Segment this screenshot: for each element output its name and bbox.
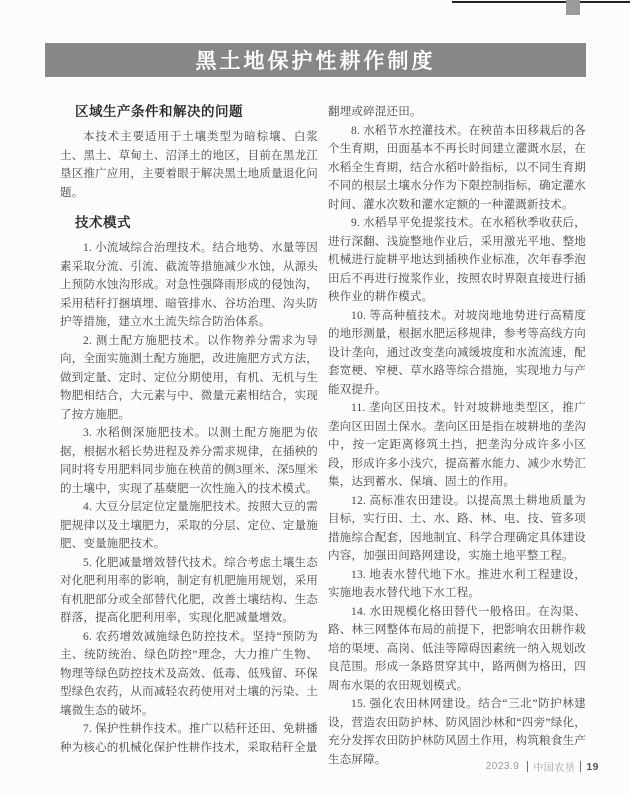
- tech-item-15: 15. 强化农田林网建设。结合“三北”防护林建设，营造农田防护林、防风固沙林和“四旁”绿化，充分发挥农田防护林防风固土作用，构筑粮食生产生态屏障。: [328, 698, 586, 766]
- article-title: 黑土地保护性耕作制度: [195, 50, 436, 73]
- tech-item-11: 11. 垄向区田技术。针对坡耕地类型区，推广垄向区田固土保水。垄向区田是指在坡耕地的垄沟中，按一定距离修筑土挡，把垄沟分成许多小区段，形成许多小浅穴，提高蓄水能力、减少水势汇集，达到蓄水、保墒、固土的作用。: [328, 402, 586, 488]
- top-edge-square: [566, 0, 580, 15]
- tech-item-10: 10. 等高种植技术。对坡岗地地势进行高精度的地形测量，根据水肥运移规律，参考等高线方向设计垄向，通过改变垄向减缓坡度和水流流速，配套宽梗、窄梗、草水路等综合措施，实现地力与产能双提升。: [328, 309, 586, 396]
- tech-item-7: 7. 保护性耕作技术。推广以秸秆还田、免耕播种为核心的机械化保护性耕作技术，采取秸秆全量: [60, 723, 318, 754]
- tech-item-9: 9. 水稻旱平免提浆技术。在水稻秋季收获后，进行深翻、浅旋整地作业后，采用激光平地、整地机械进行旋耕平地达到插秧作业标准，次年春季泡田后不再进行搅浆作业，按照农时界限直接进行插秧作业的耕作模式。: [328, 217, 586, 303]
- tech-item-6: 6. 农药增效减施绿色防控技术。坚持“预防为主、统防统治、绿色防控”理念，大力推广生物、物理等绿色防控技术及高效、低毒、低残留、环保型绿色农药，从而减轻农药使用对土壤的污染、土壤微生态的破坏。: [60, 630, 318, 717]
- footer-issue: 2023.9: [485, 761, 520, 772]
- tech-item-3: 3. 水稻侧深施肥技术。以测土配方施肥为依据，根据水稻长势进程及养分需求规律，在插秧的同时将专用肥料同步施在秧苗的侧3厘米、深5厘米的土壤中，实现了基蘖肥一次性施入的技术模式。: [60, 427, 318, 495]
- left-column: [60, 103, 318, 757]
- footer-page-number: 19: [586, 760, 599, 773]
- footer-divider-1: [527, 761, 528, 772]
- top-edge-rule: [452, 1, 630, 3]
- tech-item-5: 5. 化肥减量增效替代技术。综合考虑土壤生态对化肥利用率的影响，制定有机肥施用规划，采用有机肥部分或全部替代化肥，改善土壤结构、生态群落，提高化肥利用率，实现化肥减量增效。: [60, 556, 318, 624]
- tech-item-2: 2. 测土配方施肥技术。以作物养分需求为导向，全面实施测土配方施肥，改进施肥方式方法，做到定量、定时、定位分期使用，有机、无机与生物肥相结合，大元素与中、微量元素相结合，实现了按方施肥。: [60, 334, 318, 421]
- intro-paragraph: 本技术主要适用于土壤类型为暗棕壤、白浆土、黑土、草甸土、沼泽土的地区，目前在黑龙江垦区推广应用，主要着眼于解决黑土地质量退化问题。: [60, 131, 318, 199]
- tech-item-8: 8. 水稻节水控灌技术。在秧苗本田移栽后的各个生育期，田面基本不再长时间建立灌溉水层，在水稻全生育期，结合水稻叶龄指标，以不同生育期不同的根层土壤水分作为下限控制指标，确定灌水时间、灌水次数和灌水定额的一种灌溉新技术。: [328, 124, 586, 211]
- footer-journal-name: 中国农垦: [533, 763, 576, 774]
- tech-item-14: 14. 水田规模化格田替代一般格田。在沟渠、路、林三网整体布局的前提下，把影响农田耕作栽培的渠埂、高岗、低洼等障碍因素统一纳入规划改良范围。形成一条路贯穿其中，路两侧为格田，四周布水渠的农田规划模式。: [328, 605, 586, 692]
- tech-item-12: 12. 高标准农田建设。以提高黑土耕地质量为目标，实行田、土、水、路、林、电、技、管多项措施综合配套，因地制宜、科学合理确定具体建设内容，加强田间路网建设，实施土地平整工程。: [328, 494, 586, 562]
- footer-divider-2: [580, 761, 581, 772]
- section-heading-tech-modes: 技术模式: [75, 215, 131, 230]
- section-heading-region-conditions: 区域生产条件和解决的问题: [75, 104, 243, 119]
- tech-item-7-continuation: 翻埋或碎混还田。: [328, 106, 422, 118]
- right-column: [328, 103, 586, 769]
- tech-item-1: 1. 小流域综合治理技术。结合地势、水量等因素采取分流、引流、截流等措施减少水蚀，从源头上预防水蚀沟形成。对急性强降雨形成的侵蚀沟，采用秸秆打捆填埋、暗管排水、谷坊治理、沟头防护等措施，建立水土流失综合防治体系。: [60, 242, 318, 328]
- article-title-banner: [45, 43, 586, 77]
- tech-item-13: 13. 地表水替代地下水。推进水利工程建设，实施地表水替代地下水工程。: [328, 568, 586, 599]
- tech-item-4: 4. 大豆分层定位定量施肥技术。按照大豆的需肥规律以及土壤肥力，采取的分层、定位、定量施肥、变量施肥技术。: [60, 501, 318, 550]
- page-footer: [486, 759, 599, 774]
